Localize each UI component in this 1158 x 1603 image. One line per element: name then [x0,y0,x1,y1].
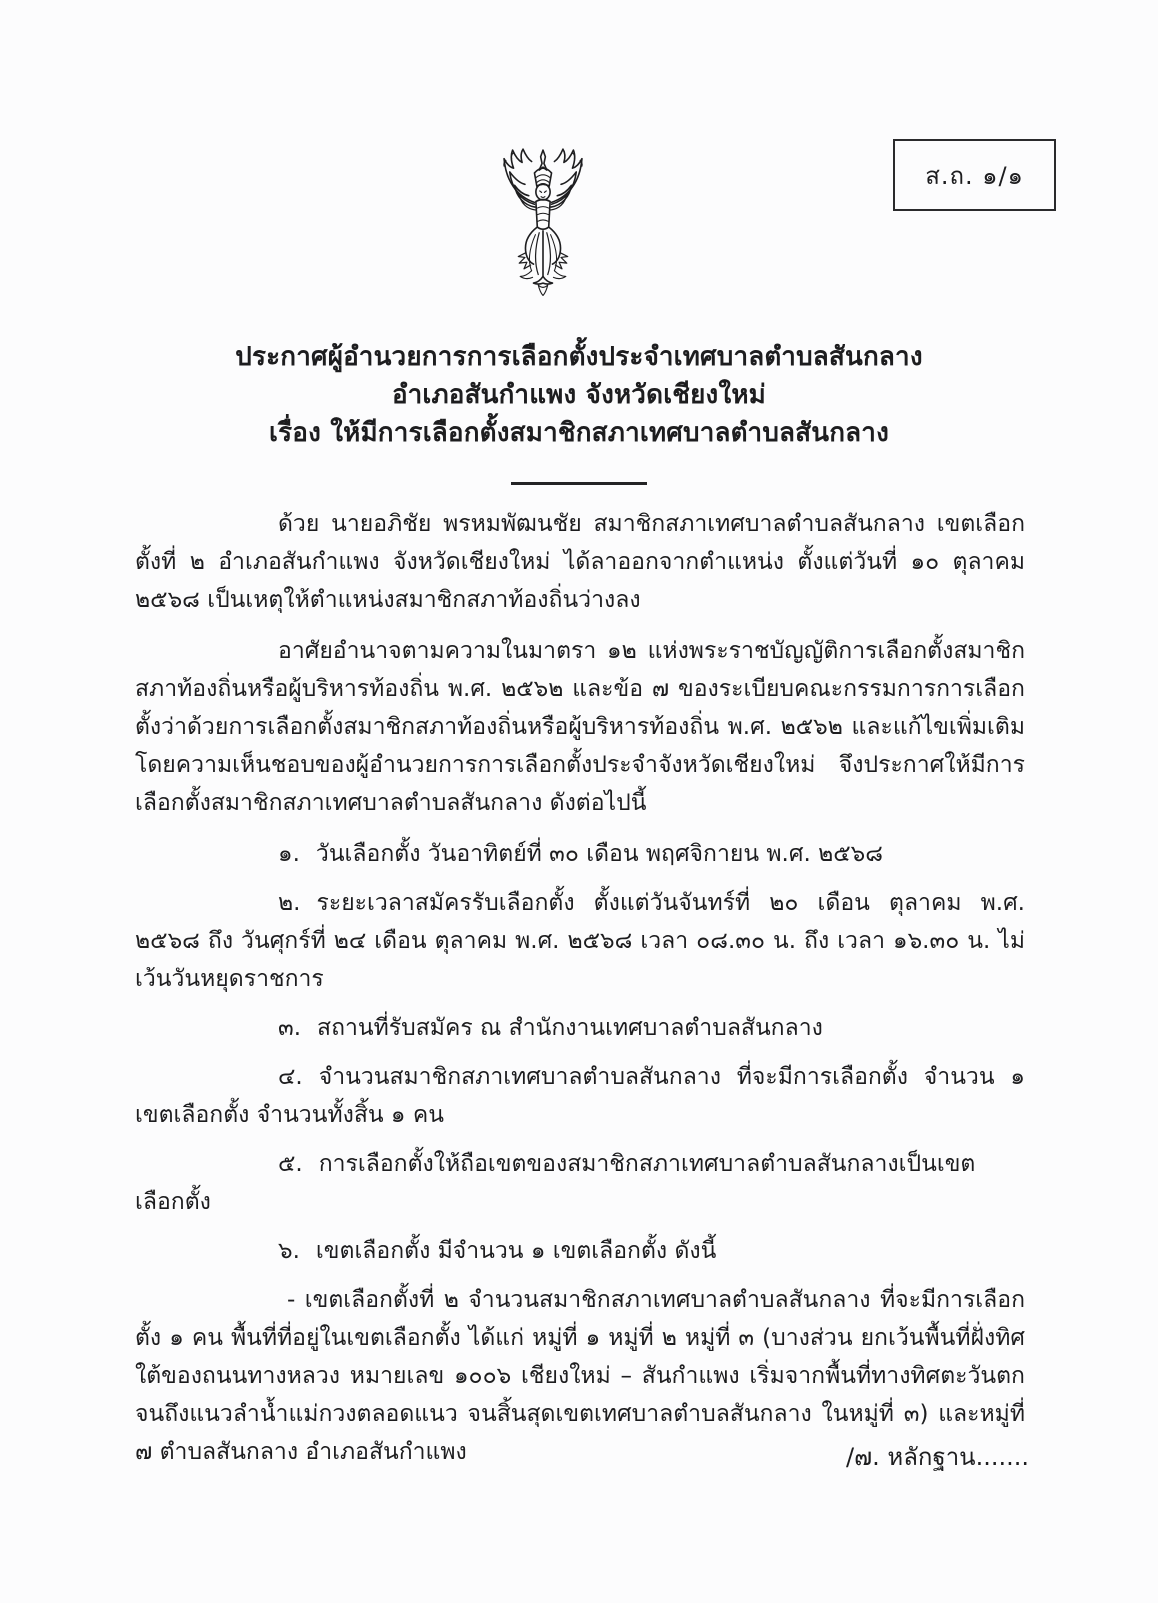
item-text: เขตเลือกตั้ง มีจำนวน ๑ เขตเลือกตั้ง ดังนี้ [315,1238,717,1264]
item-number: ๖. [278,1238,300,1264]
title-line-district: อำเภอสันกำแพง จังหวัดเชียงใหม่ [391,380,767,410]
form-code-label: ส.ถ. ๑/๑ [925,161,1024,190]
item-number: ๑. [278,841,300,867]
garuda-emblem-icon [486,142,600,314]
document-body [135,505,1025,1482]
title-line-authority: ประกาศผู้อำนวยการการเลือกตั้งประจำเทศบาลตำบลสันกลาง [235,342,923,372]
list-item-election-day [135,835,1025,873]
title-line-subject: เรื่อง ให้มีการเลือกตั้งสมาชิกสภาเทศบาลตำบลสันกลาง [269,418,889,448]
item-number: ๓. [278,1015,302,1041]
list-item-application-period [135,884,1025,998]
item-number: ๕. [278,1151,303,1177]
announcement-title [0,338,1158,485]
title-divider [511,482,647,485]
continuation-reference: /๗. หลักฐาน....... [846,1443,1029,1471]
form-code-box [893,139,1056,211]
item-number: ๒. [278,890,301,916]
list-item-constituency-count [135,1232,1025,1270]
sub-item-constituency-detail: - เขตเลือกตั้งที่ ๒ จำนวนสมาชิกสภาเทศบาลตำบลสันกลาง ที่จะมีการเลือกตั้ง ๑ คน พื้นที่ที่อยู่ในเขตเลือกตั้ง ได้แก่ หมู่ที่ ๑ หมู่ที่ ๒ หมู่ที่ ๓ (บางส่วน ยกเว้นพื้นที่ฝั่งทิศใต้ของถนนทางหลวง หมายเลข ๑๐๐๖ เชียงใหม่ – สันกำแพง เริ่มจากพื้นที่ทางทิศตะวันตกจนถึงแนวลำน้ำแม่กวงตลอดแนว จนสิ้นสุดเขตเทศบาลตำบลสันกลาง ในหมู่ที่ ๓) และหมู่ที่ ๗ ตำบลสันกลาง อำเภอสันกำแพง [135,1287,1025,1465]
item-text: สถานที่รับสมัคร ณ สำนักงานเทศบาลตำบลสันกลาง [317,1015,823,1041]
item-number: ๔. [278,1064,303,1090]
list-item-constituency-rule [135,1145,1025,1221]
list-item-number-of-members [135,1058,1025,1134]
paragraph-legal-authority: อาศัยอำนาจตามความในมาตรา ๑๒ แห่งพระราชบัญญัติการเลือกตั้งสมาชิกสภาท้องถิ่นหรือผู้บริหารท้องถิ่น พ.ศ. ๒๕๖๒ และข้อ ๗ ของระเบียบคณะกรรมการการเลือกตั้งว่าด้วยการเลือกตั้งสมาชิกสภาท้องถิ่นหรือผู้บริหารท้องถิ่น พ.ศ. ๒๕๖๒ และแก้ไขเพิ่มเติม โดยความเห็นชอบของผู้อำนวยการการเลือกตั้งประจำจังหวัดเชียงใหม่ จึงประกาศให้มีการเลือกตั้งสมาชิกสภาเทศบาลตำบลสันกลาง ดังต่อไปนี้ [135,638,1025,816]
item-text: ระยะเวลาสมัครรับเลือกตั้ง ตั้งแต่วันจันทร์ที่ ๒๐ เดือน ตุลาคม พ.ศ. ๒๕๖๘ ถึง วันศุกร์ที่ ๒๔ เดือน ตุลาคม พ.ศ. ๒๕๖๘ เวลา ๐๘.๓๐ น. ถึง เวลา ๑๖.๓๐ น. ไม่เว้นวันหยุดราชการ [135,890,1026,992]
paragraph-resignation: ด้วย นายอภิชัย พรหมพัฒนชัย สมาชิกสภาเทศบาลตำบลสันกลาง เขตเลือกตั้งที่ ๒ อำเภอสันกำแพง จังหวัดเชียงใหม่ ได้ลาออกจากตำแหน่ง ตั้งแต่วันที่ ๑๐ ตุลาคม ๒๕๖๘ เป็นเหตุให้ตำแหน่งสมาชิกสภาท้องถิ่นว่างลง [135,511,1025,613]
list-item-application-venue [135,1009,1025,1047]
item-text: การเลือกตั้งให้ถือเขตของสมาชิกสภาเทศบาลตำบลสันกลางเป็นเขตเลือกตั้ง [135,1151,976,1215]
item-text: วันเลือกตั้ง วันอาทิตย์ที่ ๓๐ เดือน พฤศจิกายน พ.ศ. ๒๕๖๘ [315,841,883,867]
item-text: จำนวนสมาชิกสภาเทศบาลตำบลสันกลาง ที่จะมีการเลือกตั้ง จำนวน ๑ เขตเลือกตั้ง จำนวนทั้งสิ้น ๑ คน [135,1064,1025,1128]
